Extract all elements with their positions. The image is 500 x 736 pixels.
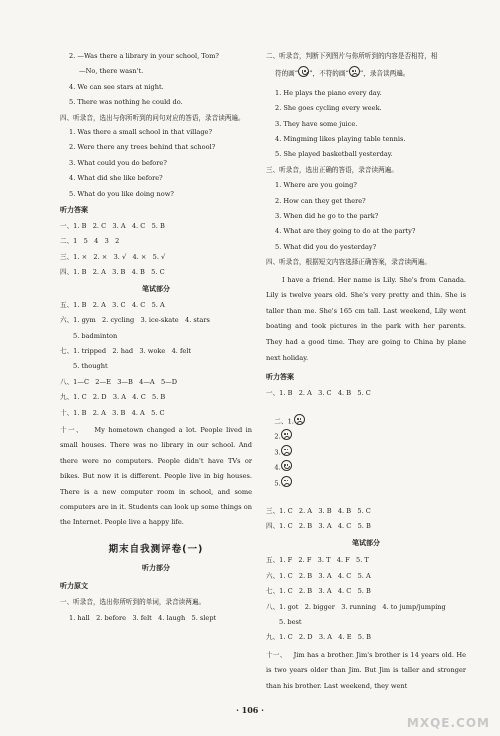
text-fragment: ”，录音读两遍。 xyxy=(359,70,410,79)
answer-line: 二、1 5 4 3 2 xyxy=(60,237,120,246)
text-line: —No, there wasn't. xyxy=(79,67,144,76)
text-line: 5. She played basketball yesterday. xyxy=(275,150,393,159)
answer-line: 九、1. C 2. D 3. A 4. C 5. B xyxy=(60,393,166,402)
answer-line: 5. thought xyxy=(73,362,108,371)
text-fragment: 5. xyxy=(274,479,281,488)
text-fragment: 符的画“ xyxy=(275,70,299,79)
watermark: MXQE.COM xyxy=(406,716,490,730)
text-fragment: ”，不符的画“ xyxy=(309,70,349,79)
listening-part-heading: 听力部分 xyxy=(142,563,170,572)
text-line: 4. Mingming likes playing table tennis. xyxy=(275,135,406,144)
answer-faces-line xyxy=(266,406,466,500)
text-line: 1. He plays the piano every day. xyxy=(275,88,382,97)
answer-line: 5. best xyxy=(279,617,302,626)
section-heading: 二、听录音，判断下列图片与你所听到的内容是否相符，相 xyxy=(266,52,438,60)
smiley-face-icon xyxy=(298,66,309,77)
exam-title: 期末自我测评卷(一) xyxy=(108,543,204,555)
sad-face-icon xyxy=(281,445,292,456)
text-line: 4. We can see stars at night. xyxy=(69,82,164,91)
answer-line: 五、1. F 2. F 3. T 4. F 5. T xyxy=(266,556,369,565)
sad-face-icon xyxy=(294,414,305,425)
sad-face-icon xyxy=(349,66,360,77)
sad-face-icon xyxy=(281,429,292,440)
section-heading: 四、听录音，选出与你所听到的问句对应的答语，录音读两遍。 xyxy=(60,113,245,122)
answer-line: 三、1. × 2. × 3. √ 4. × 5. √ xyxy=(60,252,166,261)
page-number: · 106 · xyxy=(236,705,264,715)
section-heading: 一、听录音，选出你所听到的单词，录音读两遍。 xyxy=(60,597,206,606)
right-column xyxy=(266,52,469,694)
answer-line: 七、1. C 2. B 3. A 4. C 5. B xyxy=(266,587,371,596)
essay-paragraph: 十一、 My hometown changed a lot. People lived in small houses. There was no library in our school. And there were no computers. People didn't have TVs or bikes. But now it is different. People live in big houses. There is a new computer room in school, and some computers are in it. Students can look up some things on the Internet. People live a happy life. xyxy=(60,425,255,527)
answer-line: 一、1. B 2. C 3. A 4. C 5. B xyxy=(60,222,165,231)
text-line: 1. Was there a small school in that village? xyxy=(69,128,212,137)
text-line: 2. —Was there a library in your school, Tom? xyxy=(69,52,219,60)
answer-line: 九、1. C 2. D 3. A 4. E 5. B xyxy=(266,633,372,642)
text-line: 4. What are they going to do at the party? xyxy=(275,227,416,236)
text-line: 3. When did he go to the park? xyxy=(275,212,379,221)
written-part-heading: 笔试部分 xyxy=(142,284,170,293)
section-heading: 三、听录音，选出正确的答语，录音读两遍。 xyxy=(266,165,398,174)
answer-line: 四、1. C 2. B 3. A 4. C 5. B xyxy=(266,521,371,530)
listening-transcript-heading: 听力原文 xyxy=(60,581,88,590)
text-line: 5. There was nothing he could do. xyxy=(69,98,183,107)
answer-line: 十、1. B 2. A 3. B 4. A 5. C xyxy=(60,408,165,417)
text-fragment: 2. xyxy=(274,433,281,442)
text-line: 4. What did she like before? xyxy=(69,174,163,183)
left-column xyxy=(60,52,255,623)
text-line: 3. They have some juice. xyxy=(275,119,358,128)
written-part-heading: 笔试部分 xyxy=(352,539,380,548)
reading-paragraph: I have a friend. Her name is Lily. She's from Canada. Lily is twelve years old. She's very pretty and thin. She is taller than me. She's 165 cm tall. Last weekend, Lily went boating and took pictures in the park with her parents. They had a good time. They are going to China by plane next holiday. xyxy=(266,275,469,362)
answer-line: 六、1. C 2. B 3. A 4. C 5. A xyxy=(266,571,371,580)
answer-line: 七、1. tripped 2. had 3. woke 4. felt xyxy=(60,346,192,355)
answer-line: 六、1. gym 2. cycling 3. ice-skate 4. stars xyxy=(60,316,210,325)
answer-line: 5. badminton xyxy=(73,331,118,340)
text-line: 5. What did you do yesterday? xyxy=(275,242,377,251)
text-line: 2. Were there any trees behind that school? xyxy=(69,143,216,152)
smiley-face-icon xyxy=(281,460,292,471)
text-line: 3. What could you do before? xyxy=(69,158,167,167)
text-line: 5. What do you like doing now? xyxy=(69,189,174,198)
text-line: 2. She goes cycling every week. xyxy=(275,104,382,113)
answer-line: 1. hall 2. before 3. felt 4. laugh 5. slept xyxy=(69,614,217,623)
text-line: 2. How can they get there? xyxy=(275,196,366,205)
answer-line: 三、1. C 2. A 3. B 4. B 5. C xyxy=(266,506,371,515)
section-heading-cont xyxy=(266,66,466,81)
answer-line: 一、1. B 2. A 3. C 4. B 5. C xyxy=(266,389,371,398)
text-fragment: 二、1. xyxy=(274,417,294,426)
text-fragment: 3. xyxy=(274,448,281,457)
text-line: 1. Where are you going? xyxy=(275,181,357,190)
essay-paragraph: 十一、 Jim has a brother. Jim's brother is 14 years old. He is two years older than Jim. But Jim is taller and stronger than his brother. Last weekend, they went xyxy=(266,650,469,690)
answer-line: 四、1. B 2. A 3. B 4. B 5. C xyxy=(60,268,165,277)
text-fragment: 4. xyxy=(274,463,281,472)
listening-answers-heading: 听力答案 xyxy=(60,206,88,215)
listening-answers-heading: 听力答案 xyxy=(266,373,294,382)
answer-line: 五、1. B 2. A 3. C 4. C 5. A xyxy=(60,300,165,309)
answer-line: 八、1—C 2—E 3—B 4—A 5—D xyxy=(60,377,178,386)
section-heading: 四、听录音，根据短文内容选择正确答案，录音读两遍。 xyxy=(266,258,431,267)
answer-line: 八、1. got 2. bigger 3. running 4. to jump/jumping xyxy=(266,602,446,611)
sad-face-icon xyxy=(281,476,292,487)
